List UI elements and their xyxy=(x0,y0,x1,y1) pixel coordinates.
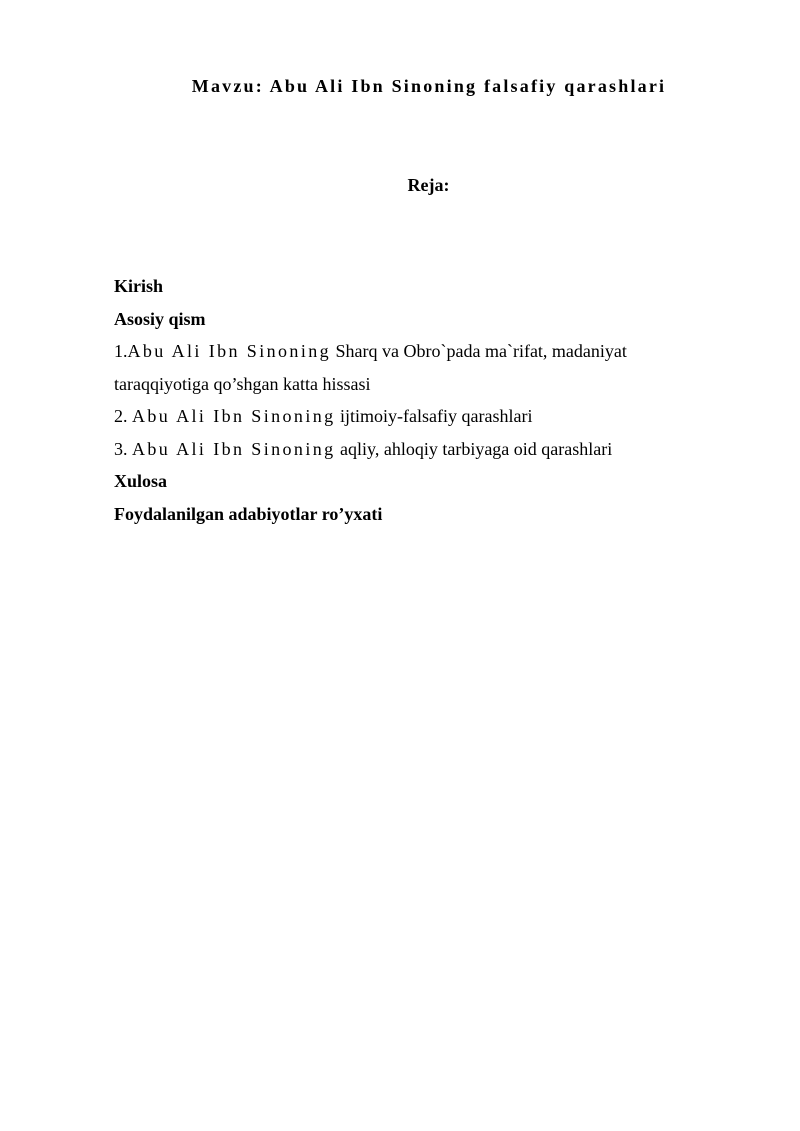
toc-main-part: Asosiy qism xyxy=(114,308,206,329)
toc-item-1-continuation: taraqqiyotiga qo’shgan katta hissasi xyxy=(114,373,371,394)
toc-references: Foydalanilgan adabiyotlar ro’yxati xyxy=(114,503,383,524)
toc-item-1-name: Abu Ali Ibn Sinoning xyxy=(127,341,332,361)
toc-conclusion: Xulosa xyxy=(114,471,168,491)
toc-item-3-name: Abu Ali Ibn Sinoning xyxy=(132,438,336,459)
toc-item-2 xyxy=(114,400,674,433)
plan-heading: Reja: xyxy=(407,175,450,195)
toc-item-3-number: 3. xyxy=(114,438,132,459)
toc-item-1-rest: Sharq va Obro`pada ma`rifat, madaniyat xyxy=(331,341,627,361)
toc-item-3 xyxy=(114,433,674,466)
toc-item-1-number: 1. xyxy=(114,341,128,361)
toc-item-2-name: Abu Ali Ibn Sinoning xyxy=(132,406,336,426)
document-title: Mavzu: Abu Ali Ibn Sinoning falsafiy qarashlari xyxy=(191,76,667,96)
toc-item-1 xyxy=(114,335,674,368)
toc-intro: Kirish xyxy=(114,276,164,296)
toc-item-2-rest: ijtimoiy-falsafiy qarashlari xyxy=(335,406,533,426)
table-of-contents xyxy=(114,270,674,530)
toc-item-3-rest: aqliy, ahloqiy tarbiyaga oid qarashlari xyxy=(335,438,613,459)
toc-item-2-number: 2. xyxy=(114,406,132,426)
